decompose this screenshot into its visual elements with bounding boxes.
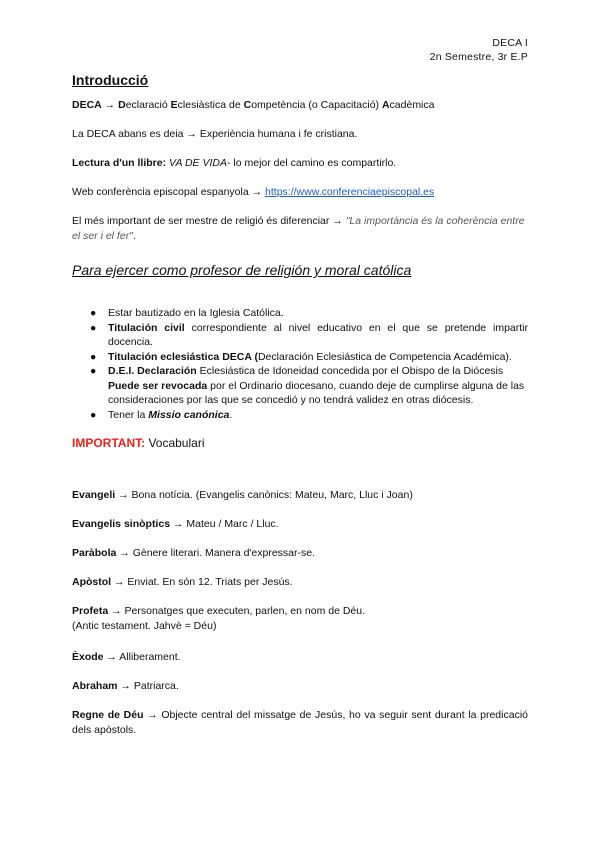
deca-letter-d: D <box>118 99 126 111</box>
vocab-item <box>72 708 528 737</box>
book-title: VA DE VIDA <box>169 157 227 169</box>
bullet-icon: ● <box>90 408 97 421</box>
vocab-definition: → Alliberament. <box>103 651 181 663</box>
vocab-term: Apòstol <box>72 576 112 588</box>
header-semester: 2n Semestre, 3r E.P <box>429 51 528 63</box>
vocab-term: Evangelis sinòptics <box>72 518 171 530</box>
deca-label: DECA <box>72 99 102 111</box>
list-item-bold: Titulación civil <box>108 321 185 334</box>
vocab-definition: → Gènere literari. Manera d'expressar-se. <box>116 547 316 559</box>
missio-canonica: Missio canónica <box>148 408 230 421</box>
vocab-term: Paràbola <box>72 547 117 559</box>
vocab-item <box>72 679 528 694</box>
teacher-importance <box>72 214 528 243</box>
bullet-icon: ● <box>90 350 97 363</box>
list-item-text: Estar bautizado en la Iglesia Católica. <box>108 307 284 319</box>
vocab-term: Evangeli <box>72 489 116 501</box>
header-course: DECA I <box>492 37 528 49</box>
book-reading <box>72 156 528 171</box>
vocab-item <box>72 604 528 633</box>
requirements-list <box>72 306 528 422</box>
list-item <box>72 408 528 423</box>
vocab-definition: → Enviat. En són 12. Triats per Jesús. <box>111 576 293 588</box>
episcopal-web-label: Web conferència episcopal espanyola → <box>72 186 266 198</box>
section-subtitle-profesor: Para ejercer como profesor de religión y moral católica <box>72 262 412 278</box>
vocab-term: Profeta <box>72 605 109 617</box>
deca-word-1: eclaració <box>125 99 171 111</box>
teacher-importance-end: . <box>132 229 136 242</box>
vocab-definition: → Bona notícia. (Evangelis canònics: Mateu, Marc, Lluc i Joan) <box>115 489 413 501</box>
vocab-definition: → Patriarca. <box>117 680 179 692</box>
vocab-item <box>72 546 528 561</box>
vocab-definition: → Personatges que executen, parlen, en nom de Déu. <box>108 605 366 617</box>
vocab-item <box>72 488 528 503</box>
important-label: IMPORTANT: <box>72 436 146 450</box>
vocab-definition: → Objecte central del missatge de Jesús, ho va seguir sent durant la predicació dels apòstols. <box>72 709 528 736</box>
vocab-term: Regne de Déu <box>72 709 144 721</box>
list-item-text: correspondiente al nivel educativo en el que se pretende impartir docencia. <box>108 321 528 348</box>
vocab-item <box>72 575 528 590</box>
vocab-definition: → Mateu / Marc / Lluc. <box>170 518 279 530</box>
deca-letter-a: A <box>381 99 390 111</box>
list-item-text: Tener la <box>108 408 149 421</box>
bullet-icon: ● <box>90 321 97 334</box>
vocab-note: (Antic testament. Jahvè = Déu) <box>72 619 217 632</box>
deca-word-2: clesiàstica de <box>177 99 244 111</box>
list-item-text: Eclesiástica de Idoneidad concedida por el Obispo de la Diócesis <box>196 365 504 377</box>
deca-letter-c: C <box>243 99 252 111</box>
deca-word-3: ompetència (o Capacitació) <box>251 99 382 111</box>
bullet-icon: ● <box>90 307 97 319</box>
vocabulary-label: Vocabulari <box>145 436 205 450</box>
list-item <box>72 306 528 321</box>
list-item-bold: D.E.I. Declaración <box>108 365 197 377</box>
list-item-bold: Titulación eclesiástica DECA ( <box>108 350 258 363</box>
deca-former-name: La DECA abans es deia → Experiència humana i fe cristiana. <box>72 128 358 140</box>
deca-arrow: → <box>101 99 119 111</box>
section-title-introduccio: Introducció <box>72 72 149 88</box>
list-item-text: Declaración Eclesiástica de Competencia Académica). <box>257 350 512 363</box>
list-item-end: . <box>229 408 233 421</box>
bullet-icon: ● <box>90 365 97 377</box>
vocab-item <box>72 650 528 665</box>
document-header <box>430 36 528 64</box>
list-item <box>72 321 528 350</box>
deca-word-4: cadèmica <box>389 99 435 111</box>
list-item <box>72 350 528 365</box>
deca-definition <box>72 98 528 113</box>
teacher-importance-text: El més important de ser mestre de religió és diferenciar → <box>72 215 346 227</box>
book-label: Lectura d'un llibre: <box>72 157 167 169</box>
vocab-item <box>72 517 528 532</box>
coherence-quote: "La importància és la coherència entre el ser i el fer" <box>72 215 525 242</box>
list-item-text-2: por el Ordinario diocesano, cuando deje de cumplirse alguna de las consideraciones por las que se concedió y no tendrá validez en otras diócesis. <box>108 379 525 406</box>
book-subtitle: - lo mejor del camino es compartirlo. <box>226 157 397 169</box>
deca-letter-e: E <box>170 99 178 111</box>
vocab-term: Èxode <box>72 651 104 663</box>
important-heading <box>72 436 204 450</box>
episcopal-web <box>72 185 528 200</box>
list-item-bold-2: Puede ser revocada <box>108 379 208 392</box>
vocab-term: Abraham <box>72 680 118 692</box>
list-item <box>72 364 528 408</box>
episcopal-web-link[interactable]: https://www.conferenciaepiscopal.es <box>265 186 435 198</box>
